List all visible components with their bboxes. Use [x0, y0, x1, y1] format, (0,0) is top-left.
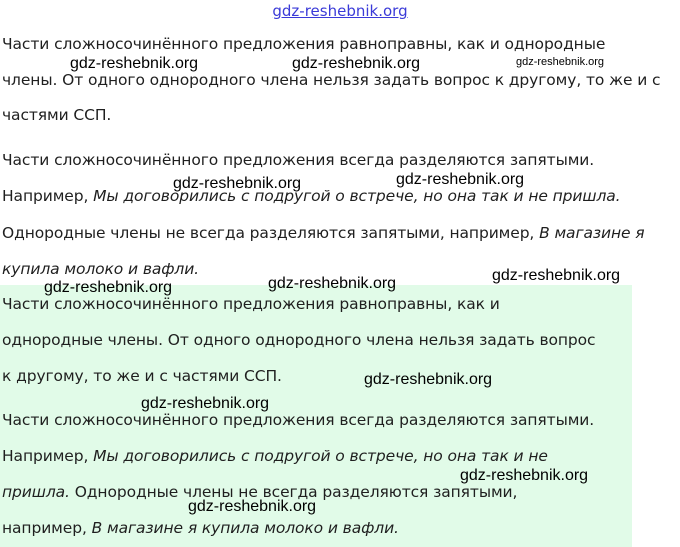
- text-line: [2, 447, 548, 465]
- example-sentence: В магазине я купила молоко и вафли.: [91, 519, 399, 537]
- watermark: gdz-reshebnik.org: [292, 55, 421, 72]
- text-plain: Однородные члены не всегда разделяются запятыми,: [69, 483, 518, 501]
- watermark: gdz-reshebnik.org: [173, 175, 302, 192]
- watermark: gdz-reshebnik.org: [396, 171, 525, 188]
- text-line: Части сложносочинённого предложения равноправны, как и: [2, 295, 500, 313]
- watermark: gdz-reshebnik.org: [516, 56, 605, 68]
- watermark: gdz-reshebnik.org: [188, 498, 317, 515]
- example-sentence: купила молоко и вафли.: [2, 260, 200, 278]
- watermark: gdz-reshebnik.org: [70, 55, 199, 72]
- text-line: [2, 187, 621, 205]
- watermark: gdz-reshebnik.org: [460, 467, 589, 484]
- example-sentence: Мы договорились с подругой о встрече, но она так и не пришла.: [93, 187, 621, 205]
- example-sentence: Мы договорились с подругой о встрече, но она так и не: [93, 447, 548, 465]
- text-line: Части сложносочинённого предложения всегда разделяются запятыми.: [2, 151, 595, 169]
- text-plain: например,: [2, 519, 92, 537]
- watermark: gdz-reshebnik.org: [492, 267, 621, 284]
- text-line: однородные члены. От одного однородного члена нельзя задать вопрос: [2, 331, 596, 349]
- example-sentence: В магазине я: [539, 224, 645, 242]
- text-line: Части сложносочинённого предложения равноправны, как и однородные: [2, 35, 606, 53]
- text-plain: Например,: [2, 447, 94, 465]
- watermark: gdz-reshebnik.org: [141, 395, 270, 412]
- text-line: члены. От одного однородного члена нельзя задать вопрос к другому, то же и с: [2, 71, 661, 89]
- example-sentence: пришла.: [2, 483, 70, 501]
- text-plain: Однородные члены не всегда разделяются запятыми, например,: [2, 224, 540, 242]
- watermark: gdz-reshebnik.org: [44, 279, 173, 296]
- text-plain: Например,: [2, 187, 94, 205]
- text-line: частями ССП.: [2, 106, 112, 124]
- text-line: [2, 519, 399, 537]
- text-line: к другому, то же и с частями ССП.: [2, 367, 282, 385]
- text-line: [2, 224, 645, 242]
- watermark: gdz-reshebnik.org: [268, 275, 397, 292]
- header-watermark: gdz-reshebnik.org: [272, 2, 408, 20]
- text-line: Части сложносочинённого предложения всегда разделяются запятыми.: [2, 411, 595, 429]
- watermark: gdz-reshebnik.org: [364, 371, 493, 388]
